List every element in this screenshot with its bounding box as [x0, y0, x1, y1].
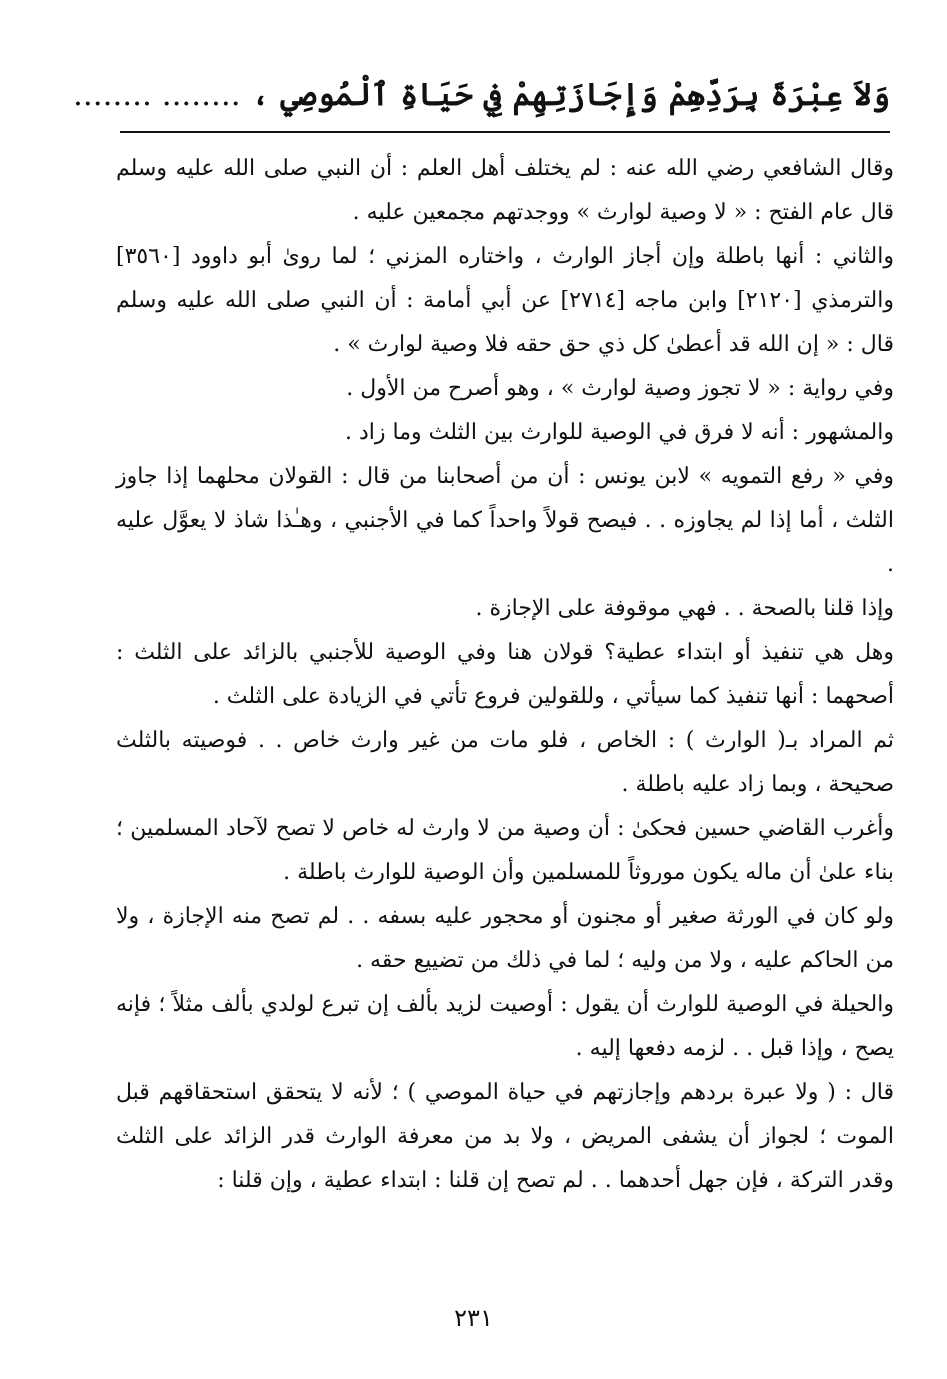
header-title: وَلاَ عِبْرَةَ بِرَدِّهِمْ وَإِجَازَتِهِمْ فِي حَيَاةِ ٱلْمُوصِي ،: [251, 77, 890, 113]
paragraph: ثم المراد بـ( الوارث ) : الخاص ، فلو مات من غير وارث خاص . . فوصيته بالثلث صحيحة ، وبما زاد عليه باطلة .: [116, 728, 894, 797]
page-number: ٢٣١: [454, 1304, 493, 1332]
paragraph: وفي « رفع التمويه » لابن يونس : أن من أصحابنا من قال : القولان محلهما إذا جاوز الثلث ، أما إذا لم يجاوزه . . فيصح قولاً واحداً كما في الأجنبي ، وهـٰذا شاذ لا يعوَّل عليه .: [116, 464, 894, 577]
header-rule: [120, 131, 890, 133]
paragraph: وأغرب القاضي حسين فحكىٰ : أن وصية من لا وارث له خاص لا تصح لآحاد المسلمين ؛ بناء علىٰ أن ماله يكون موروثاً للمسلمين وأن الوصية للوارث باطلة .: [116, 816, 894, 885]
paragraph: قال : ( ولا عبرة بردهم وإجازتهم في حياة الموصي ) ؛ لأنه لا يتحقق استحقاقهم قبل الموت ؛ لجواز أن يشفى المريض ، ولا بد من معرفة الوارث قدر الزائد على الثلث وقدر التركة ، فإن جهل أحدهما . . لم تصح إن قلنا : ابتداء عطية ، وإن قلنا :: [116, 1080, 894, 1193]
page-body: [116, 147, 894, 1203]
paragraph: والمشهور : أنه لا فرق في الوصية للوارث بين الثلث وما زاد .: [345, 420, 894, 445]
paragraph: وإذا قلنا بالصحة . . فهي موقوفة على الإجازة .: [475, 596, 894, 621]
paragraph: وقال الشافعي رضي الله عنه : لم يختلف أهل العلم : أن النبي صلى الله عليه وسلم قال عام الفتح : « لا وصية لوارث » ووجدتهم مجمعين عليه .: [116, 156, 894, 225]
paragraph: وهل هي تنفيذ أو ابتداء عطية؟ قولان هنا وفي الوصية للأجنبي بالزائد على الثلث : أصحهما : أنها تنفيذ كما سيأتي ، وللقولين فروع تأتي في الزيادة على الثلث .: [116, 640, 894, 709]
paragraph: والثاني : أنها باطلة وإن أجاز الوارث ، واختاره المزني ؛ لما روىٰ أبو داوود [٣٥٦٠] والترمذي [٢١٢٠] وابن ماجه [٢٧١٤] عن أبي أمامة : أن النبي صلى الله عليه وسلم قال : « إن الله قد أعطىٰ كل ذي حق حقه فلا وصية لوارث » .: [116, 244, 894, 357]
running-header: [73, 62, 890, 128]
paragraph: وفي رواية : « لا تجوز وصية لوارث » ، وهو أصرح من الأول .: [346, 376, 894, 401]
paragraph: والحيلة في الوصية للوارث أن يقول : أوصيت لزيد بألف إن تبرع لولدي بألف مثلاً ؛ فإنه يصح ، وإذا قبل . . لزمه دفعها إليه .: [116, 992, 894, 1061]
paragraph: ولو كان في الورثة صغير أو مجنون أو محجور عليه بسفه . . لم تصح منه الإجازة ، ولا من الحاكم عليه ، ولا من وليه ؛ لما في ذلك من تضييع حقه .: [116, 904, 894, 973]
header-dots: ........ ........: [73, 77, 241, 113]
